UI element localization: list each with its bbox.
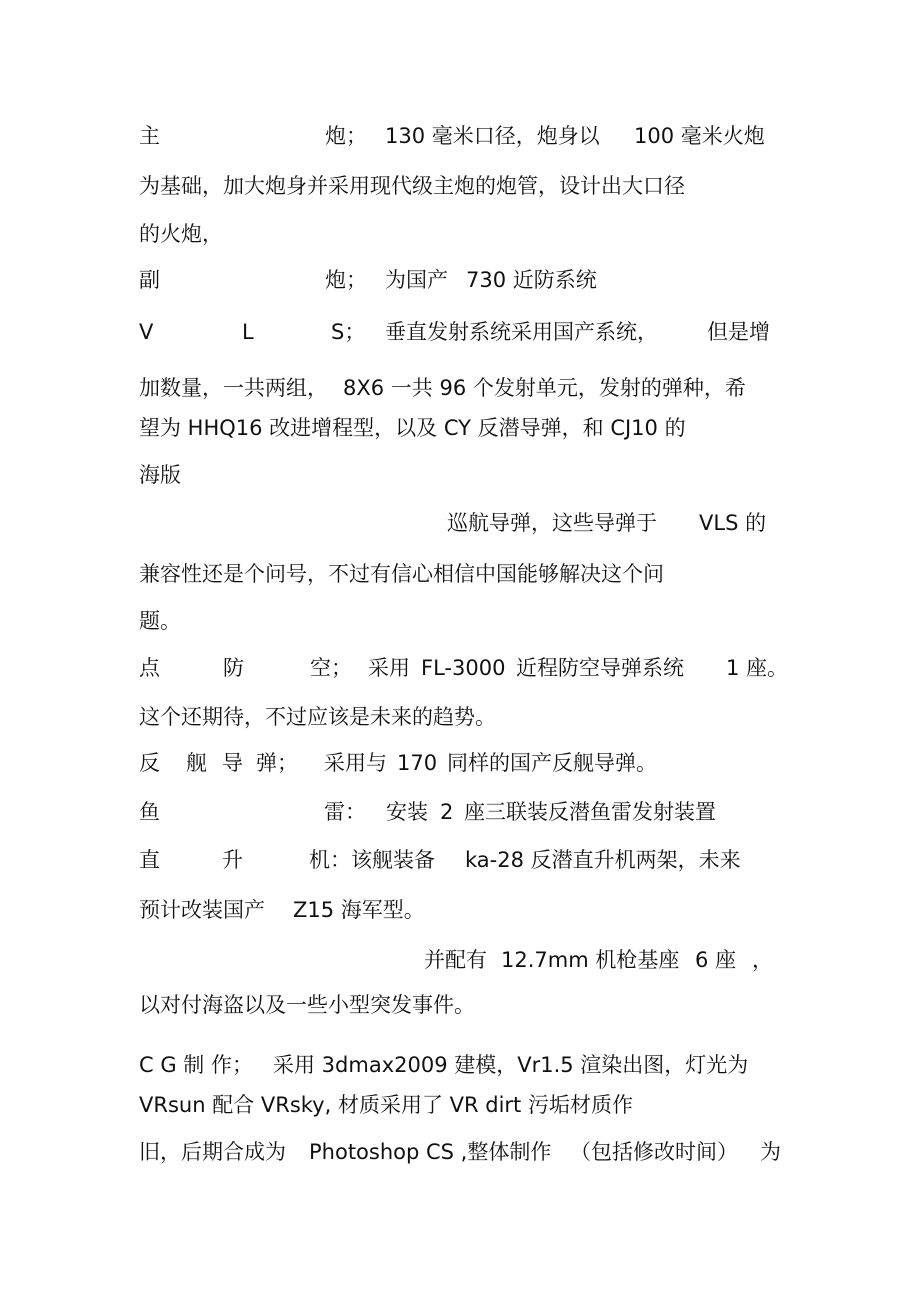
text-segment: 12.7mm 机枪基座 [501,948,680,972]
text-line [0,890,920,930]
text-segment: 炮； [325,268,367,292]
text-segment: 副 [139,268,160,292]
text-segment: 采用 3dmax2009 建模，Vr1.5 渲染出图，灯光为 [273,1053,749,1077]
text-segment: S； [331,320,366,344]
text-segment: 防 [223,656,244,680]
text-segment: 直 [139,848,160,872]
text-segment: 以对付海盗以及一些小型突发事件。 [139,993,475,1017]
text-segment: 空； [310,656,352,680]
text-line [0,554,920,594]
text-segment: 主 [139,124,160,148]
text-line [0,260,920,300]
text-segment: 采用 [368,656,410,680]
text-line [0,648,920,688]
text-segment: 反 [139,751,160,775]
text-segment: 采用与 [324,751,387,775]
text-segment: 鱼 [139,800,160,824]
text-segment: 弹； [256,751,298,775]
text-segment: 730 近防系统 [466,268,597,292]
text-segment: VRsun 配合 VRsky, 材质采用了 VR dirt 污垢材质作 [139,1093,633,1117]
text-segment: 但是增 [707,320,770,344]
text-line [0,214,920,254]
text-line [0,840,920,880]
text-segment: 为 [760,1140,781,1164]
text-segment: Z15 海军型。 [293,898,425,922]
text-segment: 题。 [139,609,181,633]
text-segment: 雷： [324,800,366,824]
text-segment: 炮； [325,124,367,148]
text-segment: 座三联装反潜鱼雷发射装置 [464,800,716,824]
text-segment: 预计改装国产 [139,898,265,922]
text-segment: 垂直发射系统采用国产系统， [385,320,658,344]
text-line [0,408,920,448]
text-line [0,940,920,980]
text-segment: （包括修改时间） [570,1140,738,1164]
text-segment: 导 [222,751,243,775]
text-segment: 130 毫米口径，炮身以 [385,124,600,148]
text-segment: 并配有 [424,948,487,972]
text-segment: 为国产 [385,268,448,292]
text-line [0,166,920,206]
text-segment: Photoshop CS ,整体制作 [309,1140,552,1164]
text-segment: 100 毫米火炮 [634,124,765,148]
text-segment: 8X6 一共 96 个发射单元，发射的弹种，希 [343,376,746,400]
text-segment: 舰 [186,751,207,775]
text-segment: 巡航导弹，这些导弹于 [447,511,657,535]
text-line [0,455,920,495]
text-segment: ， [752,948,773,972]
text-segment: FL-3000 [421,656,506,680]
text-line [0,312,920,352]
text-segment: 海版 [139,463,181,487]
text-segment: 为基础，加大炮身并采用现代级主炮的炮管，设计出大口径 [139,174,685,198]
text-segment: VLS 的 [699,511,767,535]
text-segment: 170 [397,751,438,775]
text-segment: 2 [440,800,454,824]
text-line [0,697,920,737]
text-segment: 兼容性还是个问号，不过有信心相信中国能够解决这个问 [139,562,664,586]
text-line [0,1132,920,1172]
text-segment: 6 座 [695,948,737,972]
text-segment: 的火炮， [139,222,223,246]
text-line [0,116,920,156]
text-segment: 1 座。 [726,656,789,680]
text-line [0,1085,920,1125]
text-segment: 安装 [386,800,428,824]
text-line [0,503,920,543]
text-segment: 同样的国产反舰导弹。 [447,751,657,775]
text-line [0,1045,920,1085]
text-segment: 升 [222,848,243,872]
text-segment: 这个还期待，不过应该是未来的趋势。 [139,705,496,729]
text-segment: 点 [139,656,160,680]
text-line [0,368,920,408]
text-segment: 近程防空导弹系统 [516,656,684,680]
text-segment: V [139,320,154,344]
text-segment: 机：该舰装备 [309,848,435,872]
text-segment: C G 制 作； [139,1053,253,1077]
text-segment: 加数量，一共两组， [139,376,328,400]
text-segment: ka-28 反潜直升机两架，未来 [465,848,741,872]
text-segment: L [242,320,254,344]
text-line [0,985,920,1025]
text-segment: 旧，后期合成为 [139,1140,286,1164]
text-line [0,743,920,783]
text-line [0,792,920,832]
text-segment: 望为 HHQ16 改进增程型，以及 CY 反潜导弹，和 CJ10 的 [139,416,686,440]
text-line [0,601,920,641]
